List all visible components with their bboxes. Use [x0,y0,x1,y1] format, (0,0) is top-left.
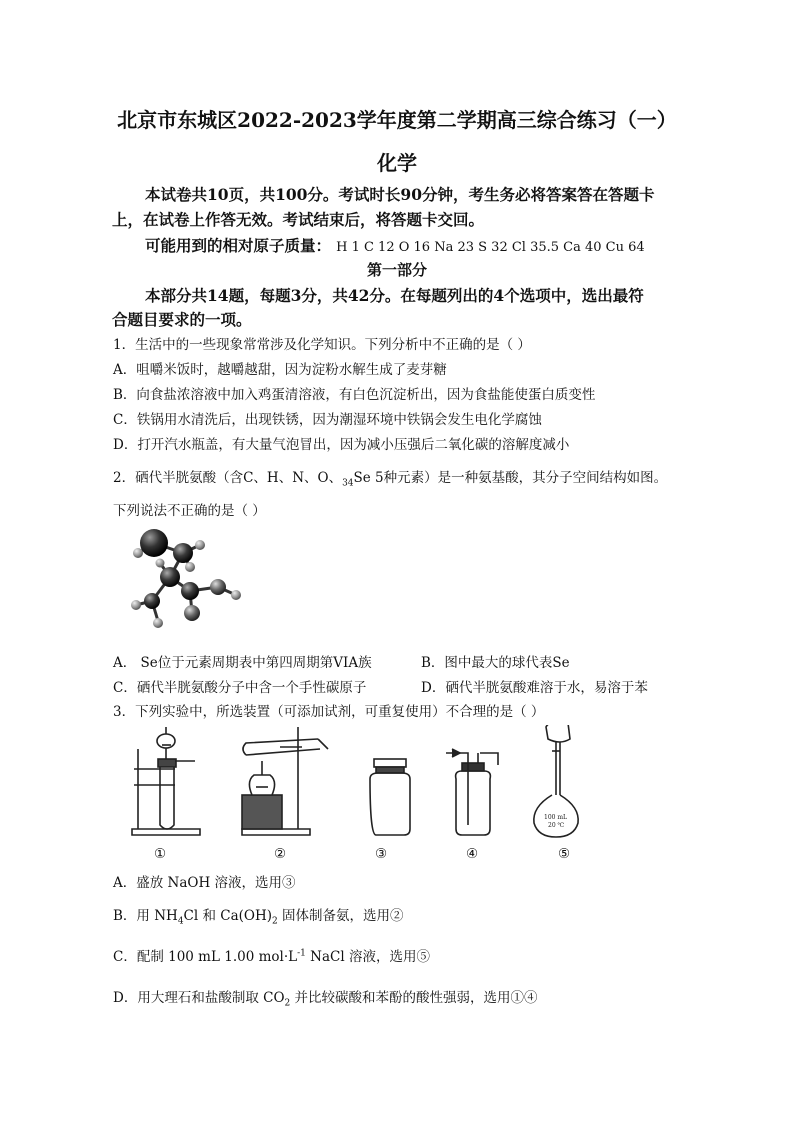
atom-h [195,540,205,550]
atom-h [133,548,143,558]
q1-option-a: A．咀嚼米饭时，越嚼越甜，因为淀粉水解生成了麦芽糖 [113,362,447,378]
q3-d-part2: 并比较碳酸和苯酚的酸性强弱，选用①④ [290,990,538,1006]
atom-o [210,579,226,595]
instructions-line2: 上，在试卷上作答无效。考试结束后，将答题卡交回。 [112,210,485,229]
q3-c-part1: C．配制 100 mL 1.00 mol·L [113,949,298,965]
flask-volume-label: 100 mL [544,814,568,821]
q3-d-sub: 2 [284,998,291,1009]
apparatus-label-2: ② [274,846,287,862]
q1-option-d: D．打开汽水瓶盖，有大量气泡冒出，因为减小压强后二氧化碳的溶解度减小 [113,437,570,453]
q2-option-c: C．硒代半胱氨酸分子中含一个手性碳原子 [113,680,367,696]
apparatus-1-funnel-tube [132,727,200,835]
atom-n [144,593,160,609]
q1-option-c: C．铁锅用水清洗后，出现铁锈，因为潮湿环境中铁锅会发生电化学腐蚀 [113,412,542,428]
q3-b-part2: Cl 和 Ca(OH) [183,908,273,924]
q3-b-sub1: 4 [177,916,184,927]
molecule-figure [128,525,248,635]
apparatus-4-gas-bottle [446,749,498,835]
atomic-masses-values: H 1 C 12 O 16 Na 23 S 32 Cl 35.5 Ca 40 Cu 64 [336,240,645,255]
part1-title: 第一部分 [366,261,427,279]
q3-c-part2: NaCl 溶液，选用⑤ [305,949,430,965]
q3-c-sup: -1 [297,948,306,959]
q2-stem-part2: Se 5种元素）是一种氨基酸，其分子空间结构如图。 [353,470,668,486]
atomic-masses-line [145,234,645,256]
q3-option-b [113,904,404,927]
q3-d-part1: D．用大理石和盐酸制取 CO [113,990,285,1006]
q3-b-part1: B．用 NH [113,908,178,924]
q2-stem-part1: 2．硒代半胱氨酸（含C、H、N、O、 [113,470,343,486]
apparatus-label-5: ⑤ [558,846,571,862]
q1-stem: 1．生活中的一些现象常常涉及化学知识。下列分析中不正确的是（ ） [113,337,531,353]
page-title: 北京市东城区2022-2023学年度第二学期高三综合练习（一） [117,108,677,132]
q3-b-sub2: 2 [272,916,278,927]
q2-option-a: A． Se位于元素周期表中第四周期第VIA族 [113,655,372,671]
apparatus-figure [120,725,600,865]
atom-c [181,582,199,600]
part1-desc2: 合题目要求的一项。 [112,310,252,329]
q2-stem [113,466,667,489]
atom-h [131,600,141,610]
apparatus-label-4: ④ [466,846,479,862]
apparatus-label-1: ① [154,846,167,862]
atomic-masses-label: 可能用到的相对原子质量： [145,236,332,255]
q3-stem: 3．下列实验中，所选装置（可添加试剂，可重复使用）不合理的是（ ） [113,704,545,720]
q2-stem2: 下列说法不正确的是（ ） [113,503,266,519]
subject-title: 化学 [377,151,417,175]
instructions-line1: 本试卷共10页，共100分。考试时长90分钟，考生务必将答案答在答题卡 [145,185,655,204]
atom-c [160,567,180,587]
q2-option-b: B．图中最大的球代表Se [421,655,570,671]
part1-desc1: 本部分共14题，每题3分，共42分。在每题列出的4个选项中，选出最符 [145,286,644,305]
q1-option-b: B．向食盐浓溶液中加入鸡蛋清溶液，有白色沉淀析出，因为食盐能使蛋白质变性 [113,387,596,403]
atom-se [140,529,168,557]
atom-c [173,543,193,563]
apparatus-3-bottle [370,759,410,835]
atom-h [185,562,195,572]
flask-temp-label: 20 ℃ [548,822,565,829]
q3-option-d [113,986,538,1009]
apparatus-label-3: ③ [375,846,388,862]
q3-option-a: A．盛放 NaOH 溶液，选用③ [113,875,296,891]
atom-h [156,559,165,568]
atom-h [153,618,163,628]
q3-b-part3: 固体制备氨，选用② [277,908,404,924]
atom-o [184,605,200,621]
atom-h [231,590,241,600]
q2-stem-sub: 34 [342,478,354,489]
q3-option-c [113,945,430,965]
q2-option-d: D．硒代半胱氨酸难溶于水，易溶于苯 [421,680,648,696]
apparatus-2-heating-tube [242,727,328,835]
